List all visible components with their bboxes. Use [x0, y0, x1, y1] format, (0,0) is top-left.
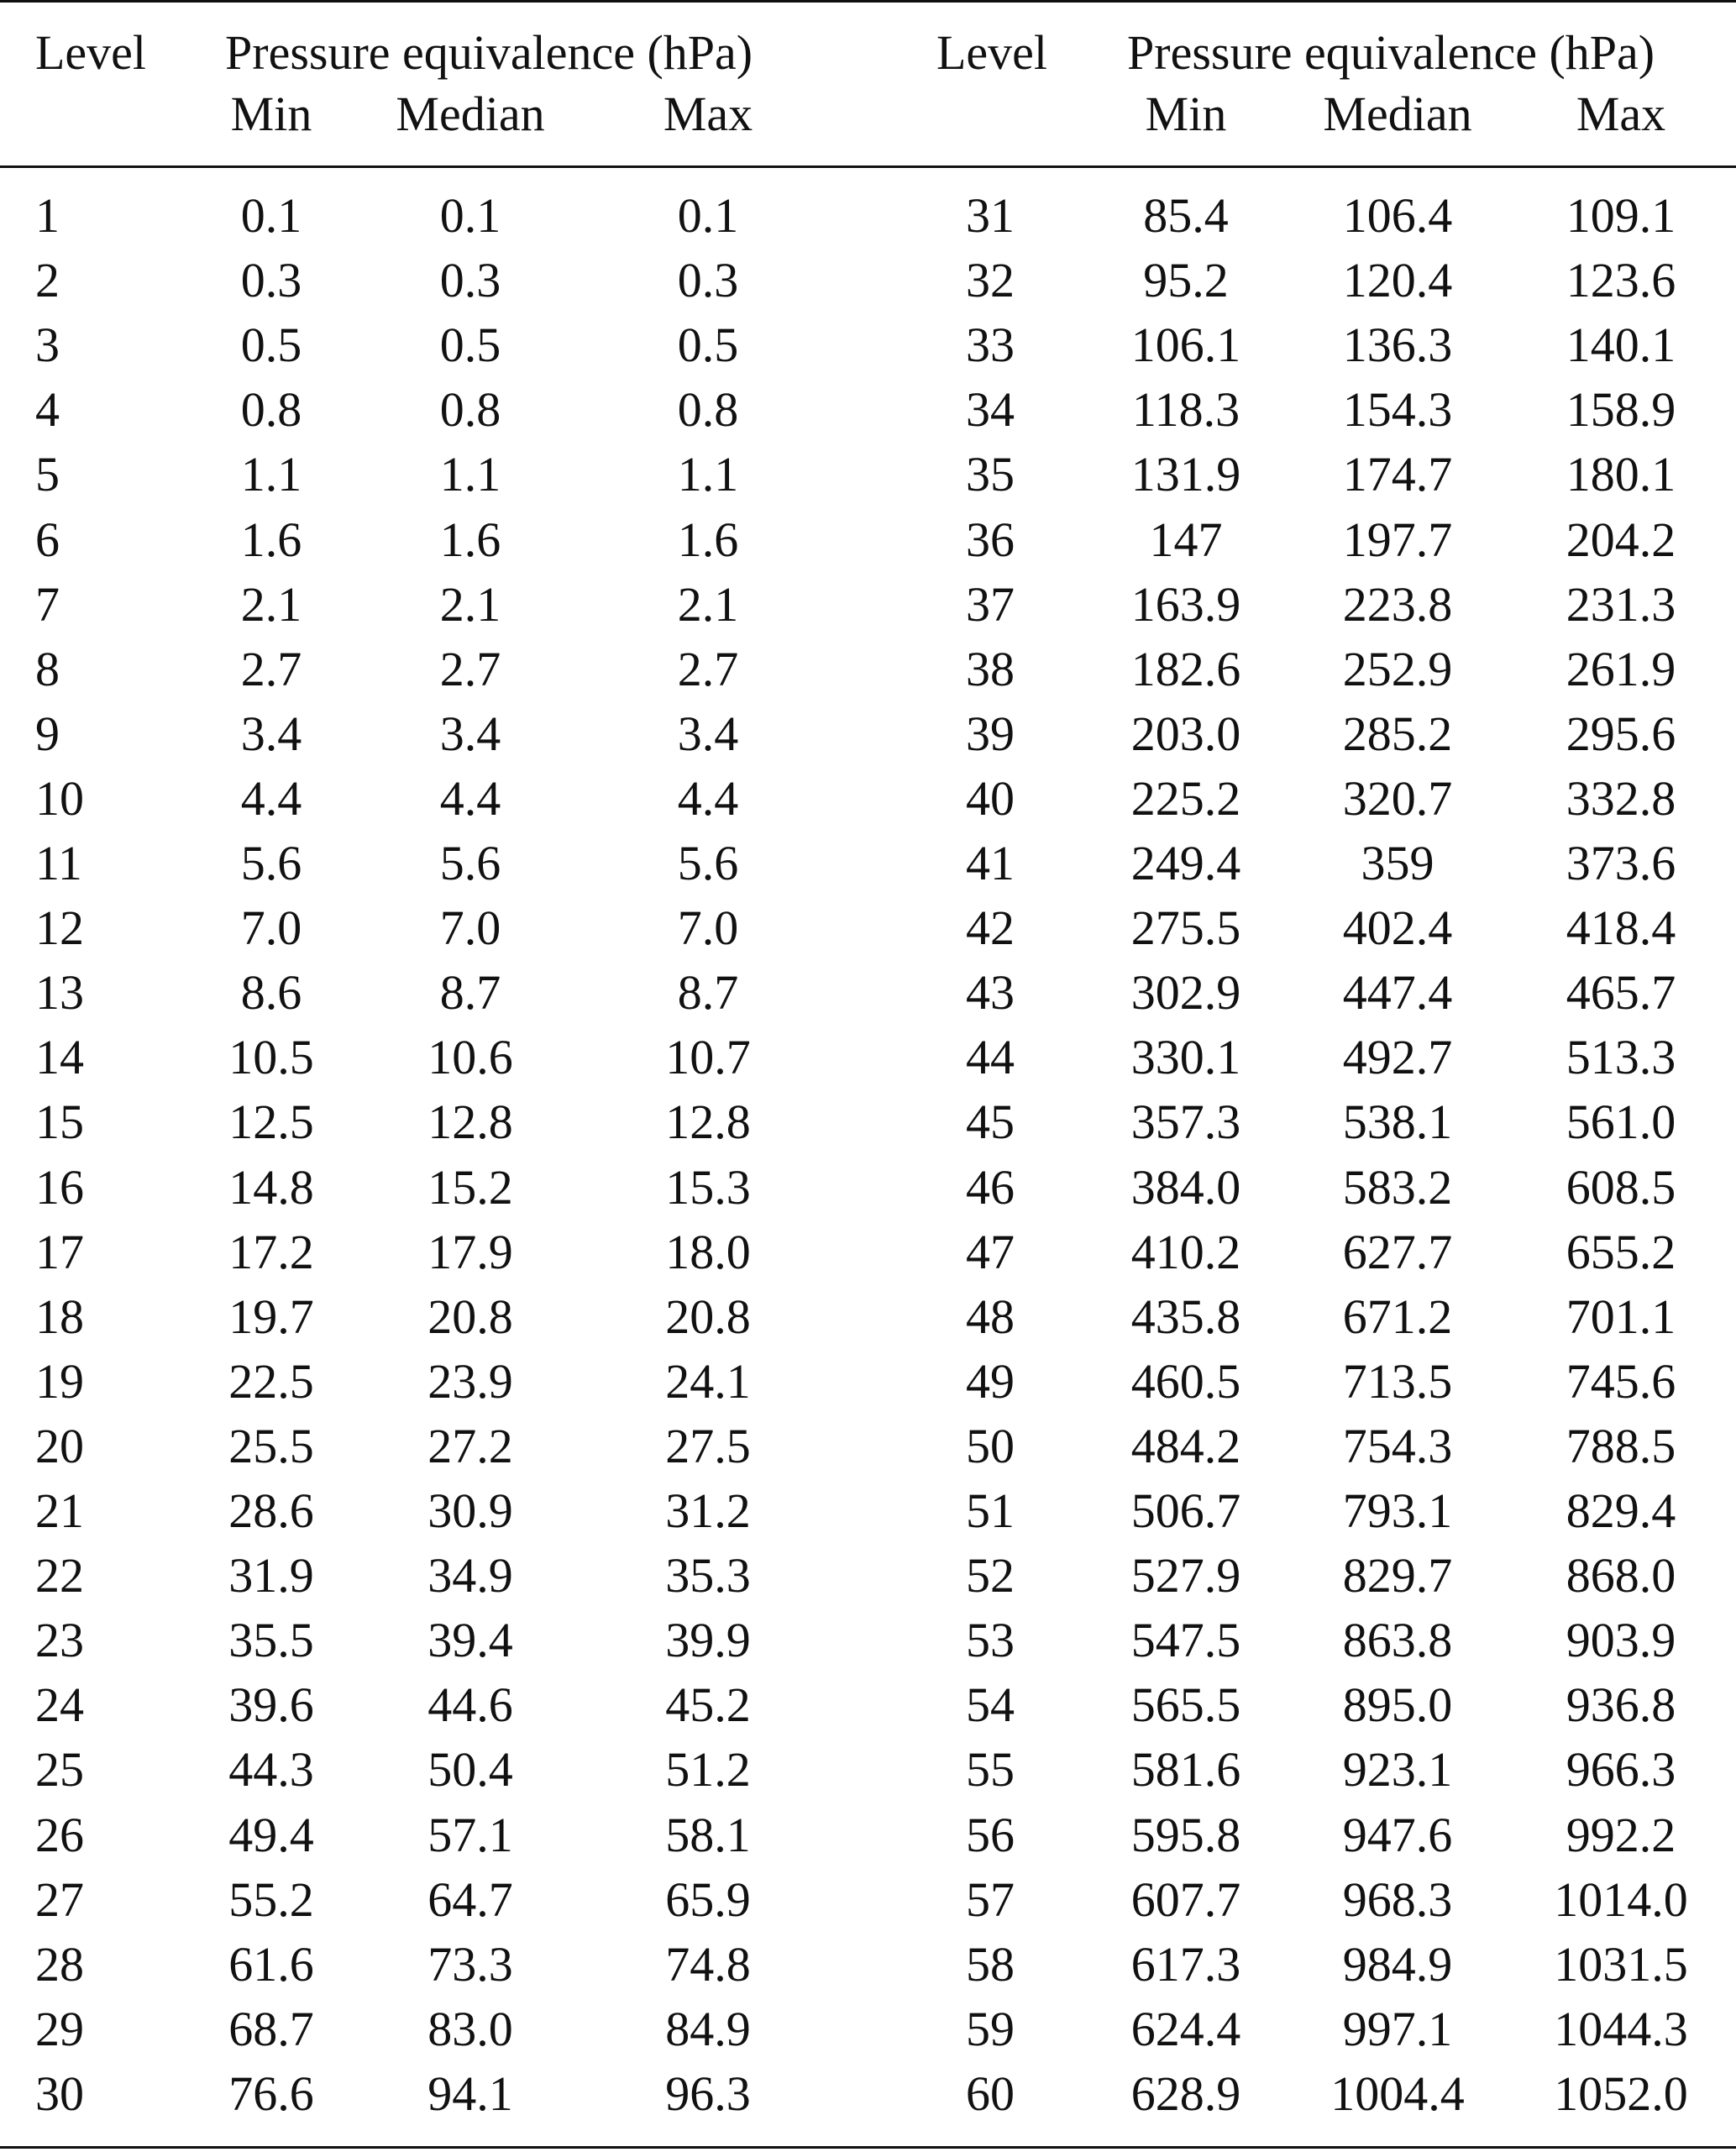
header-min-right: Min [1145, 87, 1227, 141]
level-cell: 60 [966, 2066, 1015, 2121]
header-median-left: Median [396, 87, 545, 141]
min-cell: 5.6 [240, 836, 302, 890]
median-cell: 5.6 [439, 836, 501, 890]
max-cell: 2.7 [677, 642, 739, 696]
level-cell: 3 [35, 318, 60, 372]
max-cell: 608.5 [1566, 1160, 1676, 1215]
min-cell: 628.9 [1130, 2066, 1241, 2121]
max-cell: 27.5 [665, 1419, 751, 1473]
median-cell: 197.7 [1342, 512, 1453, 567]
max-cell: 1.1 [677, 447, 739, 501]
level-cell: 2 [35, 253, 60, 307]
top-rule [0, 0, 1736, 3]
median-cell: 50.4 [427, 1742, 513, 1797]
max-cell: 745.6 [1566, 1354, 1676, 1409]
level-cell: 10 [35, 771, 84, 826]
level-cell: 18 [35, 1289, 84, 1344]
median-cell: 984.9 [1342, 1937, 1453, 1992]
min-cell: 95.2 [1143, 253, 1229, 307]
max-cell: 561.0 [1566, 1094, 1676, 1149]
min-cell: 22.5 [228, 1354, 314, 1409]
min-cell: 0.8 [240, 382, 302, 437]
max-cell: 2.1 [677, 577, 739, 632]
level-cell: 39 [966, 706, 1015, 761]
level-cell: 9 [35, 706, 60, 761]
level-cell: 49 [966, 1354, 1015, 1409]
max-cell: 7.0 [677, 900, 739, 955]
max-cell: 18.0 [665, 1225, 751, 1279]
level-cell: 38 [966, 642, 1015, 696]
header-level-right: Level [936, 25, 1048, 80]
max-cell: 180.1 [1566, 447, 1676, 501]
max-cell: 3.4 [677, 706, 739, 761]
max-cell: 0.5 [677, 318, 739, 372]
median-cell: 754.3 [1342, 1419, 1453, 1473]
min-cell: 330.1 [1130, 1030, 1241, 1084]
min-cell: 35.5 [228, 1613, 314, 1667]
median-cell: 0.5 [439, 318, 501, 372]
min-cell: 225.2 [1130, 771, 1241, 826]
level-cell: 7 [35, 577, 60, 632]
median-cell: 713.5 [1342, 1354, 1453, 1409]
level-cell: 47 [966, 1225, 1015, 1279]
max-cell: 51.2 [665, 1742, 751, 1797]
median-cell: 2.7 [439, 642, 501, 696]
median-cell: 83.0 [427, 2002, 513, 2056]
level-cell: 20 [35, 1419, 84, 1473]
level-cell: 25 [35, 1742, 84, 1797]
max-cell: 10.7 [665, 1030, 751, 1084]
max-cell: 992.2 [1566, 1808, 1676, 1862]
max-cell: 1.6 [677, 512, 739, 567]
level-cell: 57 [966, 1872, 1015, 1927]
min-cell: 19.7 [228, 1289, 314, 1344]
min-cell: 131.9 [1130, 447, 1241, 501]
level-cell: 24 [35, 1677, 84, 1732]
level-cell: 54 [966, 1677, 1015, 1732]
max-cell: 31.2 [665, 1483, 751, 1538]
min-cell: 624.4 [1130, 2002, 1241, 2056]
median-cell: 39.4 [427, 1613, 513, 1667]
min-cell: 3.4 [240, 706, 302, 761]
median-cell: 73.3 [427, 1937, 513, 1992]
max-cell: 96.3 [665, 2066, 751, 2121]
min-cell: 25.5 [228, 1419, 314, 1473]
median-cell: 10.6 [427, 1030, 513, 1084]
level-cell: 1 [35, 188, 60, 243]
max-cell: 74.8 [665, 1937, 751, 1992]
level-cell: 58 [966, 1937, 1015, 1992]
min-cell: 85.4 [1143, 188, 1229, 243]
level-cell: 55 [966, 1742, 1015, 1797]
median-cell: 30.9 [427, 1483, 513, 1538]
max-cell: 1014.0 [1554, 1872, 1688, 1927]
max-cell: 0.8 [677, 382, 739, 437]
median-cell: 3.4 [439, 706, 501, 761]
min-cell: 55.2 [228, 1872, 314, 1927]
min-cell: 68.7 [228, 2002, 314, 2056]
median-cell: 136.3 [1342, 318, 1453, 372]
median-cell: 923.1 [1342, 1742, 1453, 1797]
max-cell: 15.3 [665, 1160, 751, 1215]
max-cell: 418.4 [1566, 900, 1676, 955]
min-cell: 7.0 [240, 900, 302, 955]
max-cell: 903.9 [1566, 1613, 1676, 1667]
median-cell: 64.7 [427, 1872, 513, 1927]
min-cell: 410.2 [1130, 1225, 1241, 1279]
max-cell: 12.8 [665, 1094, 751, 1149]
min-cell: 607.7 [1130, 1872, 1241, 1927]
median-cell: 402.4 [1342, 900, 1453, 955]
min-cell: 147 [1149, 512, 1223, 567]
max-cell: 829.4 [1566, 1483, 1676, 1538]
min-cell: 617.3 [1130, 1937, 1241, 1992]
level-cell: 5 [35, 447, 60, 501]
median-cell: 583.2 [1342, 1160, 1453, 1215]
level-cell: 48 [966, 1289, 1015, 1344]
max-cell: 1031.5 [1554, 1937, 1688, 1992]
median-cell: 538.1 [1342, 1094, 1453, 1149]
header-level-left: Level [35, 25, 147, 80]
min-cell: 275.5 [1130, 900, 1241, 955]
min-cell: 12.5 [228, 1094, 314, 1149]
median-cell: 4.4 [439, 771, 501, 826]
median-cell: 15.2 [427, 1160, 513, 1215]
level-cell: 26 [35, 1808, 84, 1862]
max-cell: 140.1 [1566, 318, 1676, 372]
max-cell: 655.2 [1566, 1225, 1676, 1279]
level-cell: 11 [35, 836, 82, 890]
min-cell: 0.1 [240, 188, 302, 243]
level-cell: 16 [35, 1160, 84, 1215]
level-cell: 29 [35, 2002, 84, 2056]
median-cell: 968.3 [1342, 1872, 1453, 1927]
level-cell: 17 [35, 1225, 84, 1279]
max-cell: 24.1 [665, 1354, 751, 1409]
max-cell: 0.3 [677, 253, 739, 307]
median-cell: 94.1 [427, 2066, 513, 2121]
median-cell: 627.7 [1342, 1225, 1453, 1279]
header-pressure-group-left: Pressure equivalence (hPa) [225, 25, 753, 80]
min-cell: 581.6 [1130, 1742, 1241, 1797]
min-cell: 302.9 [1130, 965, 1241, 1020]
level-cell: 4 [35, 382, 60, 437]
min-cell: 203.0 [1130, 706, 1241, 761]
min-cell: 527.9 [1130, 1548, 1241, 1603]
max-cell: 1052.0 [1554, 2066, 1688, 2121]
median-cell: 829.7 [1342, 1548, 1453, 1603]
median-cell: 492.7 [1342, 1030, 1453, 1084]
min-cell: 49.4 [228, 1808, 314, 1862]
median-cell: 8.7 [439, 965, 501, 1020]
median-cell: 7.0 [439, 900, 501, 955]
level-cell: 14 [35, 1030, 84, 1084]
header-max-left: Max [663, 87, 753, 141]
min-cell: 565.5 [1130, 1677, 1241, 1732]
max-cell: 8.7 [677, 965, 739, 1020]
level-cell: 31 [966, 188, 1015, 243]
median-cell: 44.6 [427, 1677, 513, 1732]
min-cell: 0.3 [240, 253, 302, 307]
median-cell: 252.9 [1342, 642, 1453, 696]
level-cell: 15 [35, 1094, 84, 1149]
level-cell: 35 [966, 447, 1015, 501]
median-cell: 863.8 [1342, 1613, 1453, 1667]
min-cell: 460.5 [1130, 1354, 1241, 1409]
min-cell: 0.5 [240, 318, 302, 372]
level-cell: 32 [966, 253, 1015, 307]
level-cell: 30 [35, 2066, 84, 2121]
min-cell: 4.4 [240, 771, 302, 826]
min-cell: 2.7 [240, 642, 302, 696]
level-cell: 51 [966, 1483, 1015, 1538]
min-cell: 44.3 [228, 1742, 314, 1797]
max-cell: 1044.3 [1554, 2002, 1688, 2056]
level-cell: 44 [966, 1030, 1015, 1084]
median-cell: 997.1 [1342, 2002, 1453, 2056]
max-cell: 5.6 [677, 836, 739, 890]
median-cell: 1.1 [439, 447, 501, 501]
max-cell: 45.2 [665, 1677, 751, 1732]
level-cell: 36 [966, 512, 1015, 567]
median-cell: 1004.4 [1330, 2066, 1465, 2121]
median-cell: 359 [1361, 836, 1434, 890]
min-cell: 163.9 [1130, 577, 1241, 632]
level-cell: 59 [966, 2002, 1015, 2056]
max-cell: 936.8 [1566, 1677, 1676, 1732]
level-cell: 40 [966, 771, 1015, 826]
level-cell: 23 [35, 1613, 84, 1667]
max-cell: 868.0 [1566, 1548, 1676, 1603]
level-cell: 41 [966, 836, 1015, 890]
max-cell: 20.8 [665, 1289, 751, 1344]
level-cell: 50 [966, 1419, 1015, 1473]
level-cell: 43 [966, 965, 1015, 1020]
max-cell: 158.9 [1566, 382, 1676, 437]
header-max-right: Max [1576, 87, 1666, 141]
median-cell: 223.8 [1342, 577, 1453, 632]
min-cell: 182.6 [1130, 642, 1241, 696]
median-cell: 0.1 [439, 188, 501, 243]
level-cell: 42 [966, 900, 1015, 955]
min-cell: 357.3 [1130, 1094, 1241, 1149]
median-cell: 0.8 [439, 382, 501, 437]
max-cell: 373.6 [1566, 836, 1676, 890]
level-cell: 12 [35, 900, 84, 955]
min-cell: 106.1 [1130, 318, 1241, 372]
median-cell: 120.4 [1342, 253, 1453, 307]
min-cell: 14.8 [228, 1160, 314, 1215]
level-cell: 46 [966, 1160, 1015, 1215]
max-cell: 231.3 [1566, 577, 1676, 632]
level-cell: 34 [966, 382, 1015, 437]
min-cell: 8.6 [240, 965, 302, 1020]
min-cell: 249.4 [1130, 836, 1241, 890]
min-cell: 484.2 [1130, 1419, 1241, 1473]
max-cell: 261.9 [1566, 642, 1676, 696]
level-cell: 13 [35, 965, 84, 1020]
median-cell: 2.1 [439, 577, 501, 632]
median-cell: 671.2 [1342, 1289, 1453, 1344]
header-pressure-group-right: Pressure equivalence (hPa) [1127, 25, 1655, 80]
max-cell: 84.9 [665, 2002, 751, 2056]
min-cell: 10.5 [228, 1030, 314, 1084]
min-cell: 1.1 [240, 447, 302, 501]
max-cell: 204.2 [1566, 512, 1676, 567]
level-cell: 19 [35, 1354, 84, 1409]
max-cell: 701.1 [1566, 1289, 1676, 1344]
header-rule [0, 165, 1736, 168]
level-cell: 52 [966, 1548, 1015, 1603]
min-cell: 39.6 [228, 1677, 314, 1732]
min-cell: 28.6 [228, 1483, 314, 1538]
min-cell: 61.6 [228, 1937, 314, 1992]
level-cell: 28 [35, 1937, 84, 1992]
max-cell: 39.9 [665, 1613, 751, 1667]
level-cell: 6 [35, 512, 60, 567]
level-cell: 8 [35, 642, 60, 696]
max-cell: 109.1 [1566, 188, 1676, 243]
max-cell: 65.9 [665, 1872, 751, 1927]
level-cell: 53 [966, 1613, 1015, 1667]
median-cell: 17.9 [427, 1225, 513, 1279]
header-median-right: Median [1323, 87, 1472, 141]
median-cell: 285.2 [1342, 706, 1453, 761]
median-cell: 174.7 [1342, 447, 1453, 501]
median-cell: 154.3 [1342, 382, 1453, 437]
median-cell: 34.9 [427, 1548, 513, 1603]
level-cell: 45 [966, 1094, 1015, 1149]
min-cell: 2.1 [240, 577, 302, 632]
median-cell: 0.3 [439, 253, 501, 307]
min-cell: 1.6 [240, 512, 302, 567]
max-cell: 123.6 [1566, 253, 1676, 307]
max-cell: 788.5 [1566, 1419, 1676, 1473]
max-cell: 35.3 [665, 1548, 751, 1603]
bottom-rule [0, 2146, 1736, 2149]
max-cell: 295.6 [1566, 706, 1676, 761]
median-cell: 23.9 [427, 1354, 513, 1409]
median-cell: 447.4 [1342, 965, 1453, 1020]
median-cell: 57.1 [427, 1808, 513, 1862]
median-cell: 12.8 [427, 1094, 513, 1149]
median-cell: 947.6 [1342, 1808, 1453, 1862]
median-cell: 320.7 [1342, 771, 1453, 826]
level-cell: 56 [966, 1808, 1015, 1862]
max-cell: 465.7 [1566, 965, 1676, 1020]
median-cell: 895.0 [1342, 1677, 1453, 1732]
median-cell: 793.1 [1342, 1483, 1453, 1538]
median-cell: 1.6 [439, 512, 501, 567]
min-cell: 547.5 [1130, 1613, 1241, 1667]
level-cell: 27 [35, 1872, 84, 1927]
header-min-left: Min [230, 87, 312, 141]
level-cell: 21 [35, 1483, 84, 1538]
min-cell: 17.2 [228, 1225, 314, 1279]
max-cell: 58.1 [665, 1808, 751, 1862]
median-cell: 27.2 [427, 1419, 513, 1473]
min-cell: 31.9 [228, 1548, 314, 1603]
level-cell: 37 [966, 577, 1015, 632]
min-cell: 76.6 [228, 2066, 314, 2121]
median-cell: 106.4 [1342, 188, 1453, 243]
max-cell: 332.8 [1566, 771, 1676, 826]
level-cell: 33 [966, 318, 1015, 372]
min-cell: 506.7 [1130, 1483, 1241, 1538]
min-cell: 435.8 [1130, 1289, 1241, 1344]
min-cell: 118.3 [1131, 382, 1240, 437]
min-cell: 595.8 [1130, 1808, 1241, 1862]
max-cell: 966.3 [1566, 1742, 1676, 1797]
median-cell: 20.8 [427, 1289, 513, 1344]
max-cell: 4.4 [677, 771, 739, 826]
max-cell: 513.3 [1566, 1030, 1676, 1084]
min-cell: 384.0 [1130, 1160, 1241, 1215]
level-cell: 22 [35, 1548, 84, 1603]
max-cell: 0.1 [677, 188, 739, 243]
